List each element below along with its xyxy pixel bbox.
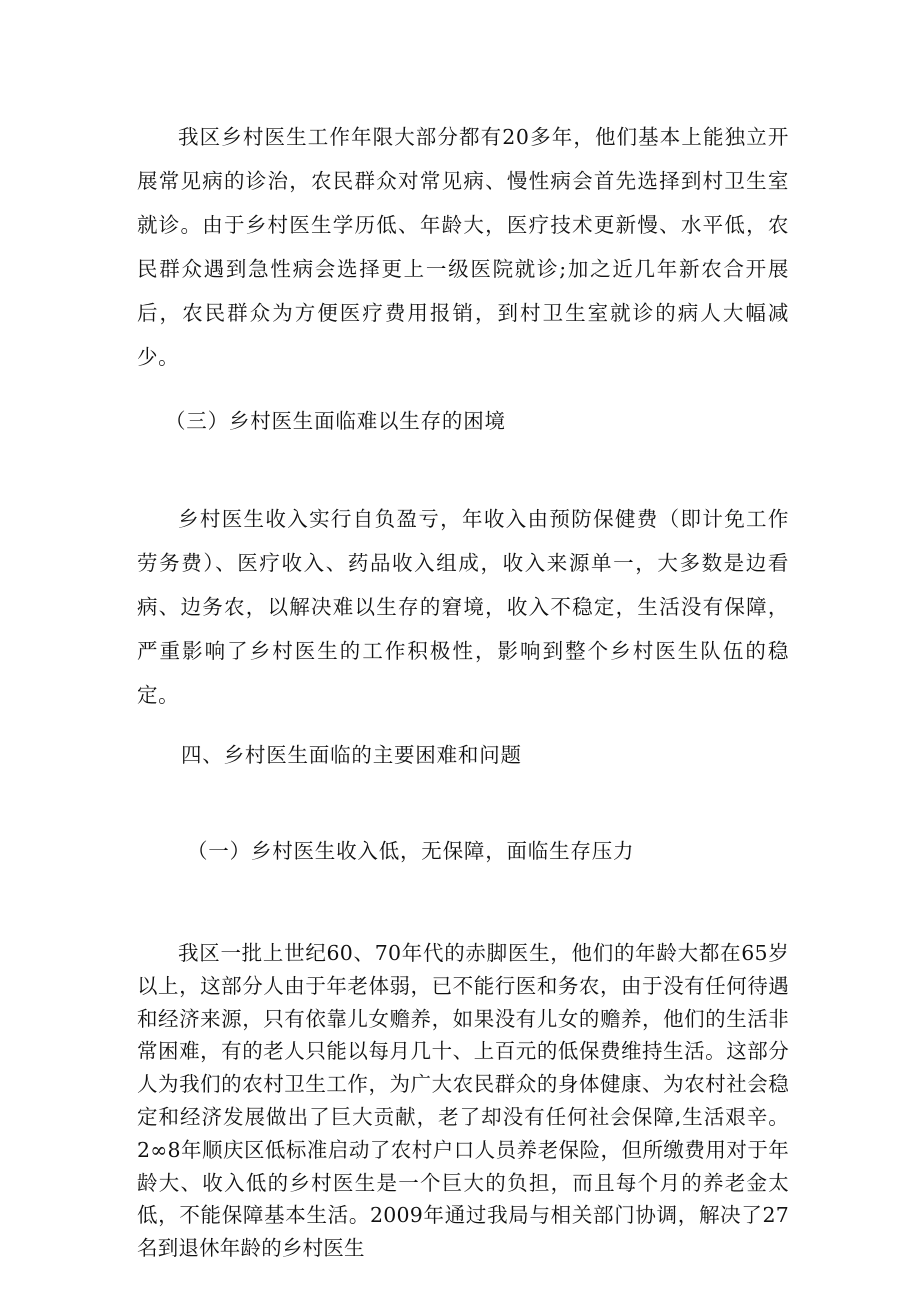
paragraph-village-doctor-experience: 我区乡村医生工作年限大部分都有20多年，他们基本上能独立开展常见病的诊治，农民群众对常见病、慢性病会首先选择到村卫生室就诊。由于乡村医生学历低、年龄大，医疗技术更新慢、水平低，农民群众遇到急性病会选择更上一级医院就诊;加之近几年新农合开展后，农民群众为方便医疗费用报销，到村卫生室就诊的病人大幅减少。 xyxy=(137,125,789,369)
heading-part-4: 四、乡村医生面临的主要困难和问题 xyxy=(181,743,522,767)
paragraph-income-situation: 乡村医生收入实行自负盈亏，年收入由预防保健费（即计免工作劳务费）、医疗收入、药品收入组成，收入来源单一，大多数是边看病、边务农，以解决难以生存的窘境，收入不稳定，生活没有保障，严重影响了乡村医生的工作积极性，影响到整个乡村医生队伍的稳定。 xyxy=(137,507,789,707)
heading-part-4-sub-1: （一）乡村医生收入低，无保障，面临生存压力 xyxy=(187,839,635,863)
paragraph-barefoot-doctors: 我区一批上世纪60、70年代的赤脚医生，他们的年龄大都在65岁以上，这部分人由于年老体弱，已不能行医和务农，由于没有任何待遇和经济来源，只有依靠儿女赡养，如果没有儿女的赡养，他们的生活非常困难，有的老人只能以每月几十、上百元的低保费维持生活。这部分人为我们的农村卫生工作，为广大农民群众的身体健康、为农村社会稳定和经济发展做出了巨大贡献，老了却没有任何社会保障,生活艰辛。2∞8年顺庆区低标准启动了农村户口人员养老保险，但所缴费用对于年龄大、收入低的乡村医生是一个巨大的负担，而且每个月的养老金太低，不能保障基本生活。2009年通过我局与相关部门协调，解决了27名到退休年龄的乡村医生 xyxy=(137,941,789,1261)
heading-section-3: （三）乡村医生面临难以生存的困境 xyxy=(165,409,506,433)
